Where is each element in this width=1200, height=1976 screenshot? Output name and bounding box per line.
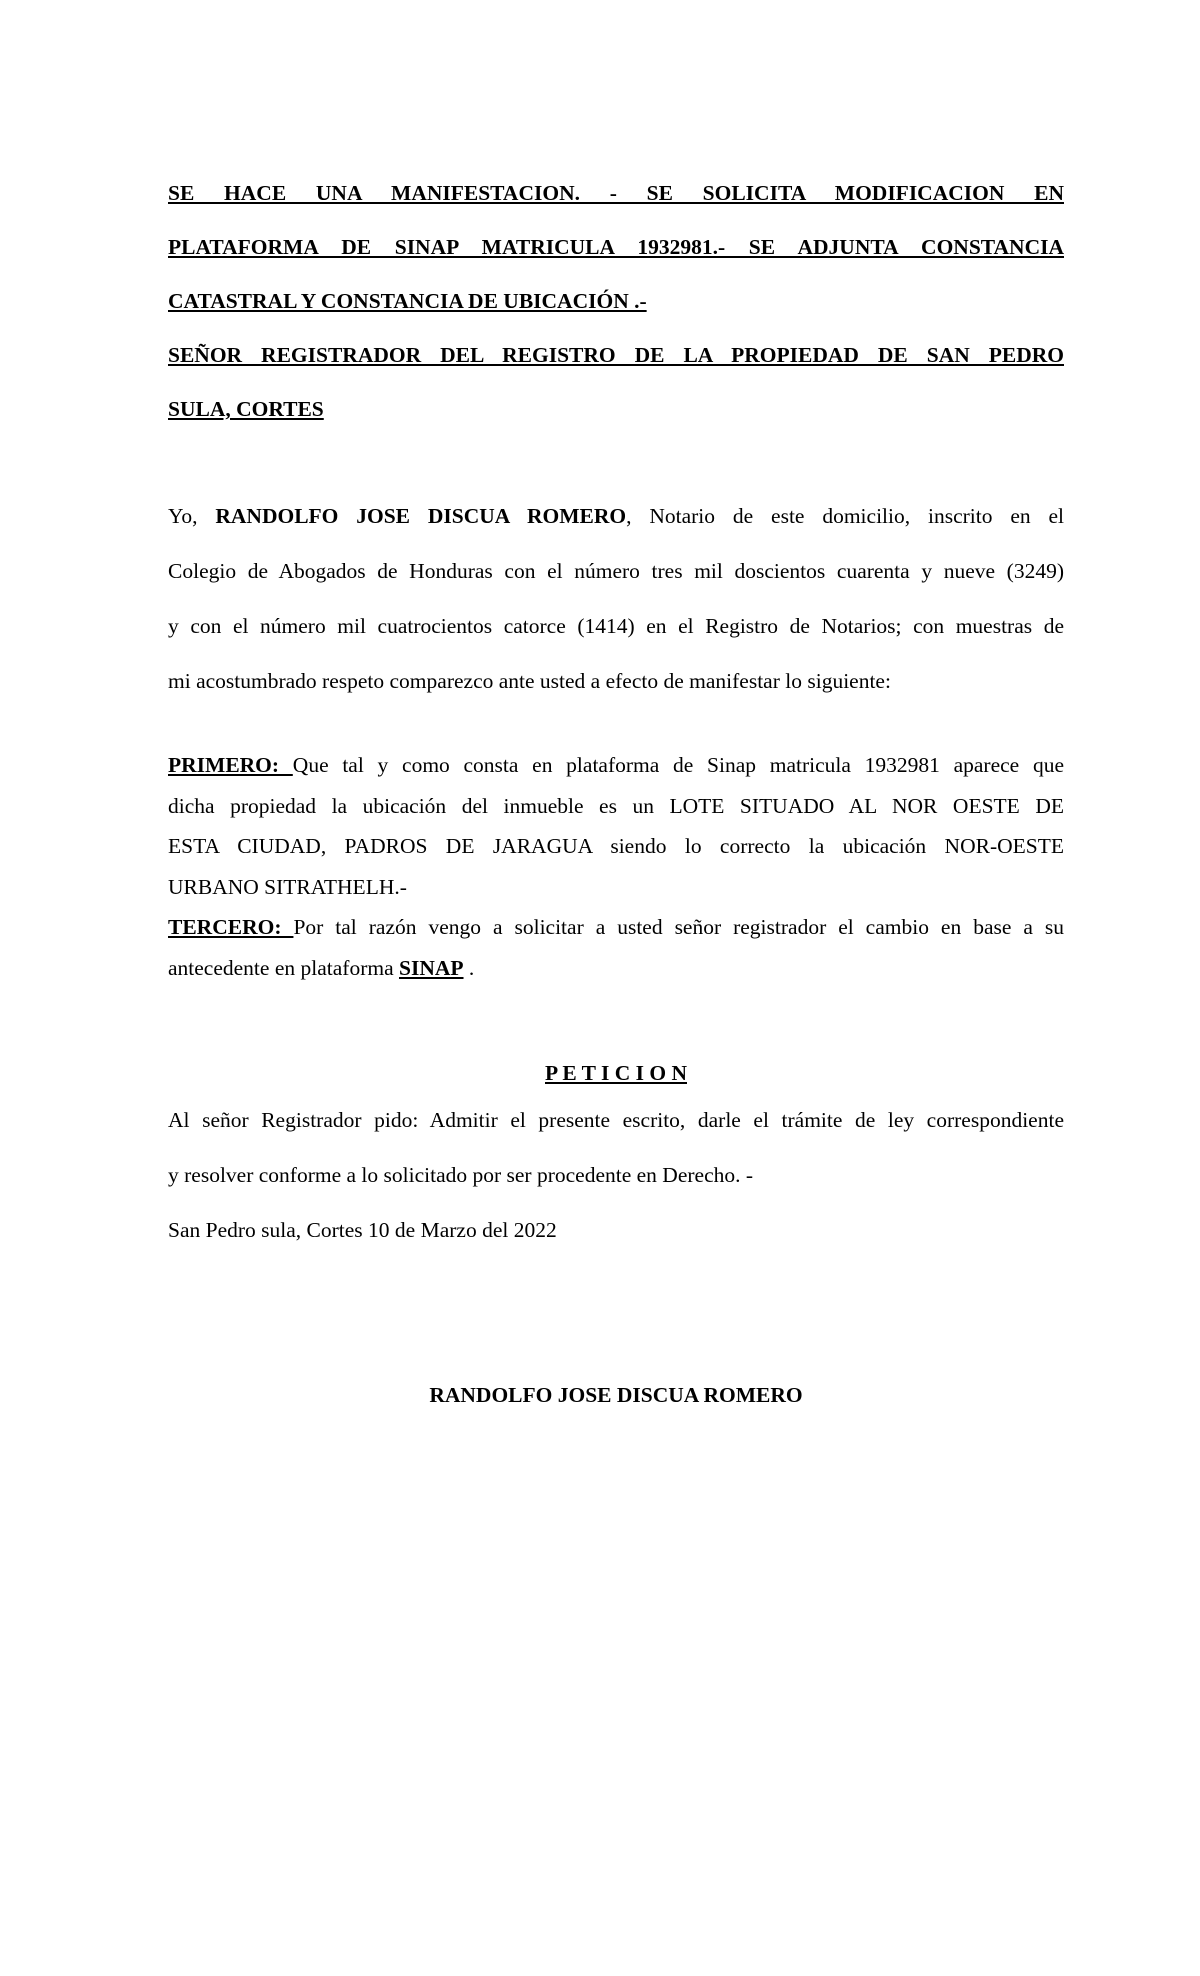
tercero-line-1-rest: Por tal razón vengo a solicitar a usted señor registrador el cambio en base a su (293, 915, 1064, 939)
peticion-title: P E T I C I O N (545, 1061, 687, 1085)
tercero-line-2 (168, 948, 1064, 989)
primero-label: PRIMERO: (168, 753, 293, 777)
tercero-line-2-suffix: . (463, 955, 475, 980)
peticion-date: San Pedro sula, Cortes 10 de Marzo del 2022 (168, 1218, 557, 1242)
intro-prefix: Yo, (168, 504, 216, 528)
primero-line-4: URBANO SITRATHELH.- (168, 874, 407, 899)
document-heading (168, 166, 1064, 436)
intro-line-3: y con el número mil cuatrocientos catorce (1414) en el Registro de Notarios; con muestras de (168, 614, 1064, 638)
primero-paragraph (168, 745, 1064, 907)
intro-line-1 (168, 489, 1064, 544)
intro-paragraph (168, 489, 1064, 709)
intro-line-1-rest: , Notario de este domicilio, inscrito en el (626, 504, 1064, 528)
heading-line-1: SE HACE UNA MANIFESTACION. - SE SOLICITA MODIFICACION EN (168, 181, 1064, 205)
primero-line-1 (168, 745, 1064, 786)
tercero-line-1 (168, 907, 1064, 948)
intro-line-2: Colegio de Abogados de Honduras con el número tres mil doscientos cuarenta y nueve (3249) (168, 559, 1064, 583)
heading-line-4: SEÑOR REGISTRADOR DEL REGISTRO DE LA PROPIEDAD DE SAN PEDRO (168, 343, 1064, 367)
sinap-keyword: SINAP (399, 955, 464, 980)
primero-line-2: dicha propiedad la ubicación del inmueble es un LOTE SITUADO AL NOR OESTE DE (168, 793, 1064, 818)
heading-line-2: PLATAFORMA DE SINAP MATRICULA 1932981.- SE ADJUNTA CONSTANCIA (168, 235, 1064, 259)
notary-name: RANDOLFO JOSE DISCUA ROMERO (215, 504, 627, 528)
primero-line-1-rest: Que tal y como consta en plataforma de Sinap matricula 1932981 aparece que (292, 753, 1064, 777)
primero-line-3: ESTA CIUDAD, PADROS DE JARAGUA siendo lo correcto la ubicación NOR-OESTE (168, 834, 1064, 858)
peticion-line-2: y resolver conforme a lo solicitado por ser procedente en Derecho. - (168, 1163, 754, 1187)
heading-line-5: SULA, CORTES (168, 397, 324, 421)
heading-line-3: CATASTRAL Y CONSTANCIA DE UBICACIÓN .- (168, 289, 647, 313)
tercero-line-2-prefix: antecedente en plataforma (168, 955, 399, 980)
peticion-paragraph (168, 1093, 1064, 1258)
tercero-paragraph (168, 907, 1064, 988)
peticion-line-1: Al señor Registrador pido: Admitir el presente escrito, darle el trámite de ley correspondiente (168, 1108, 1064, 1132)
intro-line-4: mi acostumbrado respeto comparezco ante usted a efecto de manifestar lo siguiente: (168, 669, 891, 693)
tercero-label: TERCERO: (168, 915, 294, 939)
signature-name: RANDOLFO JOSE DISCUA ROMERO (429, 1383, 803, 1407)
